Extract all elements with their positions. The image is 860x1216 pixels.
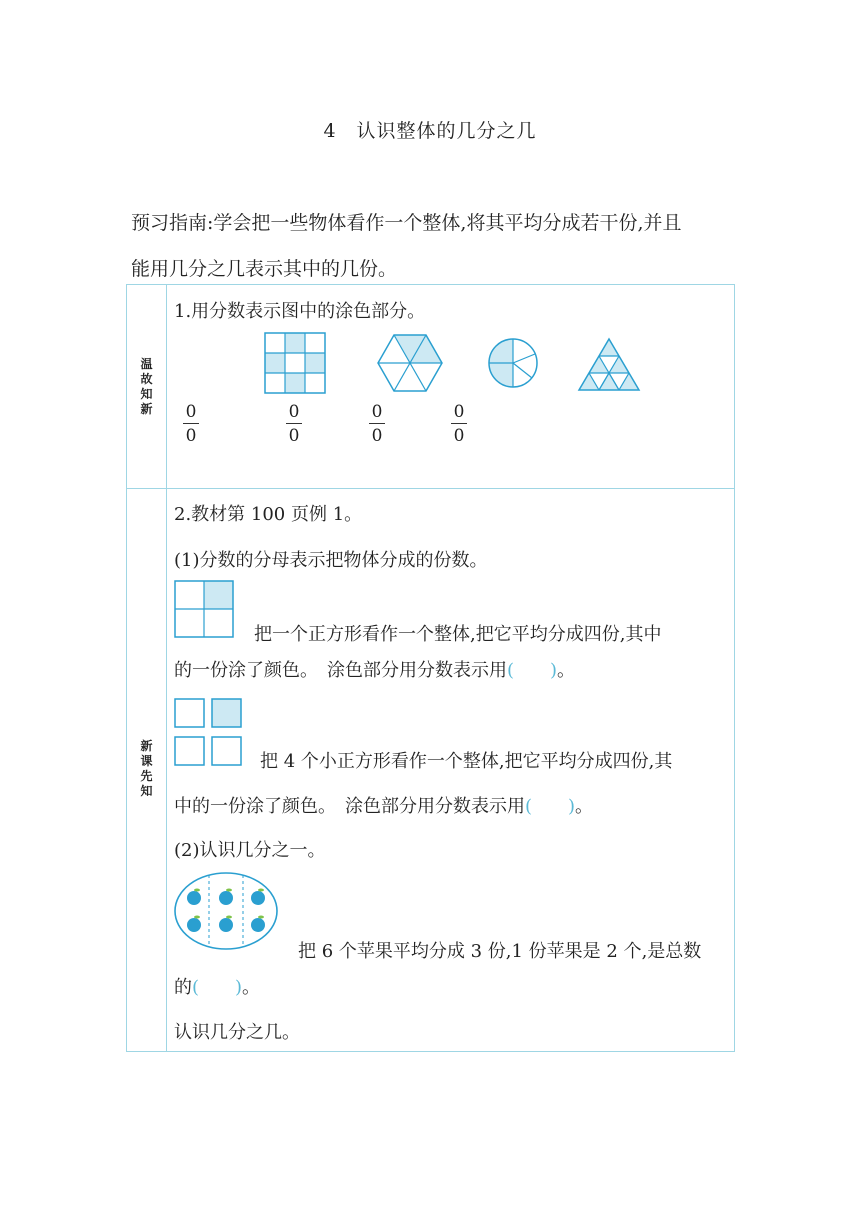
last-line: 认识几分之几。: [174, 1022, 300, 1043]
denominator: 0: [185, 426, 197, 446]
row-divider: [127, 488, 734, 489]
side-label-review: [127, 357, 166, 417]
fraction-answer-4[interactable]: [447, 402, 471, 446]
period: 。: [575, 796, 594, 817]
denominator: 0: [371, 426, 383, 446]
answer-blank-3[interactable]: ( ): [192, 977, 243, 998]
guide-line-1: 预习指南:学会把一些物体看作一个整体,将其平均分成若干份,并且: [131, 212, 682, 234]
numerator: 0: [288, 402, 300, 422]
guide-line-2: 能用几分之几表示其中的几份。: [131, 258, 398, 280]
apples-text-body: 的: [174, 977, 192, 998]
side-char: 知: [140, 387, 153, 401]
square-text-line-2: [174, 656, 575, 682]
side-char: 温: [140, 357, 153, 371]
small-squares-text-body: 中的一份涂了颜色。 涂色部分用分数表示用: [174, 796, 525, 817]
side-char: 新: [140, 402, 153, 416]
question-2: 2.教材第 100 页例 1。: [174, 504, 363, 525]
circle-figure: [488, 338, 538, 388]
fraction-bar: [369, 423, 385, 424]
answer-blank-2[interactable]: ( ): [525, 796, 576, 817]
numerator: 0: [453, 402, 465, 422]
side-char: 知: [140, 784, 153, 798]
fraction-bar: [451, 423, 467, 424]
apples-figure: [173, 871, 279, 951]
small-squares-text-line-1: 把 4 个小正方形看作一个整体,把它平均分成四份,其: [260, 751, 673, 772]
side-char: 课: [140, 754, 153, 768]
column-divider: [166, 285, 167, 1051]
triangle-figure: [579, 339, 639, 391]
question-1: 1.用分数表示图中的涂色部分。: [174, 301, 426, 322]
period: 。: [557, 660, 576, 681]
square-text-line-1: 把一个正方形看作一个整体,把它平均分成四份,其中: [254, 624, 662, 645]
apples-text-line-2: [174, 973, 260, 999]
part-1-title: (1)分数的分母表示把物体分成的份数。: [174, 550, 488, 571]
exercise-table: [126, 284, 735, 1052]
grid-square-figure: [265, 333, 325, 393]
fraction-answer-3[interactable]: [365, 402, 389, 446]
side-char: 新: [140, 739, 153, 753]
small-squares-text-line-2: [174, 792, 593, 818]
square-text-body: 的一份涂了颜色。 涂色部分用分数表示用: [174, 660, 507, 681]
preview-guide: [131, 200, 731, 292]
hexagon-figure: [378, 335, 442, 391]
apples-text-line-1: 把 6 个苹果平均分成 3 份,1 份苹果是 2 个,是总数: [298, 941, 702, 962]
fraction-bar: [286, 423, 302, 424]
quartered-square-figure: [175, 581, 233, 637]
answer-blank-1[interactable]: ( ): [507, 660, 558, 681]
fraction-answer-1[interactable]: [179, 402, 203, 446]
fraction-answer-2[interactable]: [282, 402, 306, 446]
numerator: 0: [371, 402, 383, 422]
period: 。: [242, 977, 261, 998]
part-2-title: (2)认识几分之一。: [174, 840, 326, 861]
four-small-squares-figure: [175, 699, 243, 767]
denominator: 0: [288, 426, 300, 446]
denominator: 0: [453, 426, 465, 446]
page-title: 4 认识整体的几分之几: [323, 120, 537, 142]
side-char: 先: [140, 769, 153, 783]
numerator: 0: [185, 402, 197, 422]
fraction-bar: [183, 423, 199, 424]
side-label-preview: [127, 739, 166, 799]
side-char: 故: [140, 372, 153, 386]
